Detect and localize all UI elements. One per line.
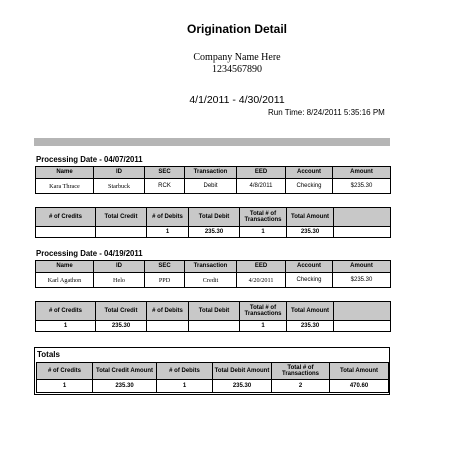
col-header-num-debits: # of Debits — [147, 302, 189, 321]
cell-total-amount: 470.60 — [330, 380, 389, 393]
col-header-total-credit: Total Credit — [96, 208, 147, 227]
col-header-name: Name — [36, 167, 94, 179]
col-header-total-transactions: Total # of Transactions — [272, 363, 330, 380]
cell-total-debit: 235.30 — [189, 227, 240, 238]
cell-blank — [334, 321, 391, 332]
col-header-total-debit: Total Debit — [189, 208, 240, 227]
cell-total-transactions: 1 — [240, 321, 287, 332]
detail-table — [35, 166, 391, 194]
col-header-total-transactions: Total # of Transactions — [240, 208, 287, 227]
cell-name: Karl Agathon — [36, 273, 94, 288]
cell-transaction: Credit — [185, 273, 237, 288]
col-header-id: ID — [94, 167, 145, 179]
cell-eed: 4/20/2011 — [237, 273, 286, 288]
col-header-sec: SEC — [145, 261, 185, 273]
col-header-num-credits: # of Credits — [37, 363, 93, 380]
col-header-num-credits: # of Credits — [36, 302, 96, 321]
processing-date-label: Processing Date - 04/19/2011 — [36, 249, 143, 258]
cell-num-credits: 1 — [36, 321, 96, 332]
col-header-name: Name — [36, 261, 94, 273]
cell-account: Checking — [286, 179, 333, 194]
cell-amount: $235.30 — [333, 273, 391, 288]
cell-num-credits — [36, 227, 96, 238]
col-header-account: Account — [286, 261, 333, 273]
col-header-total-transactions: Total # of Transactions — [240, 302, 287, 321]
table-row — [36, 227, 391, 238]
summary-table — [35, 301, 391, 332]
col-header-transaction: Transaction — [185, 261, 237, 273]
col-header-total-credit-amount: Total Credit Amount — [93, 363, 157, 380]
col-header-num-debits: # of Debits — [157, 363, 213, 380]
table-row — [37, 380, 389, 393]
col-header-transaction: Transaction — [185, 167, 237, 179]
cell-num-debits — [147, 321, 189, 332]
cell-total-debit-amount: 235.30 — [213, 380, 272, 393]
col-header-total-amount: Total Amount — [287, 302, 334, 321]
totals-label: Totals — [37, 350, 60, 359]
cell-sec: RCK — [145, 179, 185, 194]
cell-total-amount: 235.30 — [287, 227, 334, 238]
col-header-eed: EED — [237, 167, 286, 179]
cell-transaction: Debit — [185, 179, 237, 194]
col-header-id: ID — [94, 261, 145, 273]
cell-total-credit — [96, 227, 147, 238]
summary-table — [35, 207, 391, 238]
col-header-amount: Amount — [333, 261, 391, 273]
table-row — [36, 273, 391, 288]
cell-id: Starbuck — [94, 179, 145, 194]
col-header-total-credit: Total Credit — [96, 302, 147, 321]
col-header-num-debits: # of Debits — [147, 208, 189, 227]
company-block — [0, 52, 474, 76]
totals-table — [36, 362, 389, 393]
detail-table — [35, 260, 391, 288]
company-name: Company Name Here — [193, 52, 281, 63]
cell-num-debits: 1 — [157, 380, 213, 393]
table-row — [36, 321, 391, 332]
cell-total-transactions: 1 — [240, 227, 287, 238]
run-time: Run Time: 8/24/2011 5:35:16 PM — [268, 108, 385, 117]
cell-name: Kara Thrace — [36, 179, 94, 194]
cell-total-credit: 235.30 — [96, 321, 147, 332]
cell-amount: $235.30 — [333, 179, 391, 194]
cell-total-transactions: 2 — [272, 380, 330, 393]
cell-blank — [334, 227, 391, 238]
report-title: Origination Detail — [186, 22, 287, 36]
header-divider — [34, 138, 390, 146]
cell-total-debit — [189, 321, 240, 332]
cell-total-credit-amount: 235.30 — [93, 380, 157, 393]
col-header-total-amount: Total Amount — [330, 363, 389, 380]
col-header-total-debit-amount: Total Debit Amount — [213, 363, 272, 380]
cell-total-amount: 235.30 — [287, 321, 334, 332]
cell-account: Checking — [286, 273, 333, 288]
col-header-eed: EED — [237, 261, 286, 273]
company-number: 1234567890 — [212, 64, 262, 75]
cell-num-credits: 1 — [37, 380, 93, 393]
processing-date-label: Processing Date - 04/07/2011 — [36, 155, 143, 164]
col-header-amount: Amount — [333, 167, 391, 179]
table-row — [36, 179, 391, 194]
cell-num-debits: 1 — [147, 227, 189, 238]
col-header-num-credits: # of Credits — [36, 208, 96, 227]
col-header-total-amount: Total Amount — [287, 208, 334, 227]
cell-sec: PPD — [145, 273, 185, 288]
col-header-sec: SEC — [145, 167, 185, 179]
cell-id: Helo — [94, 273, 145, 288]
col-header-blank — [334, 302, 391, 321]
col-header-account: Account — [286, 167, 333, 179]
col-header-total-debit: Total Debit — [189, 302, 240, 321]
col-header-blank — [334, 208, 391, 227]
cell-eed: 4/8/2011 — [237, 179, 286, 194]
date-range: 4/1/2011 - 4/30/2011 — [189, 94, 285, 106]
